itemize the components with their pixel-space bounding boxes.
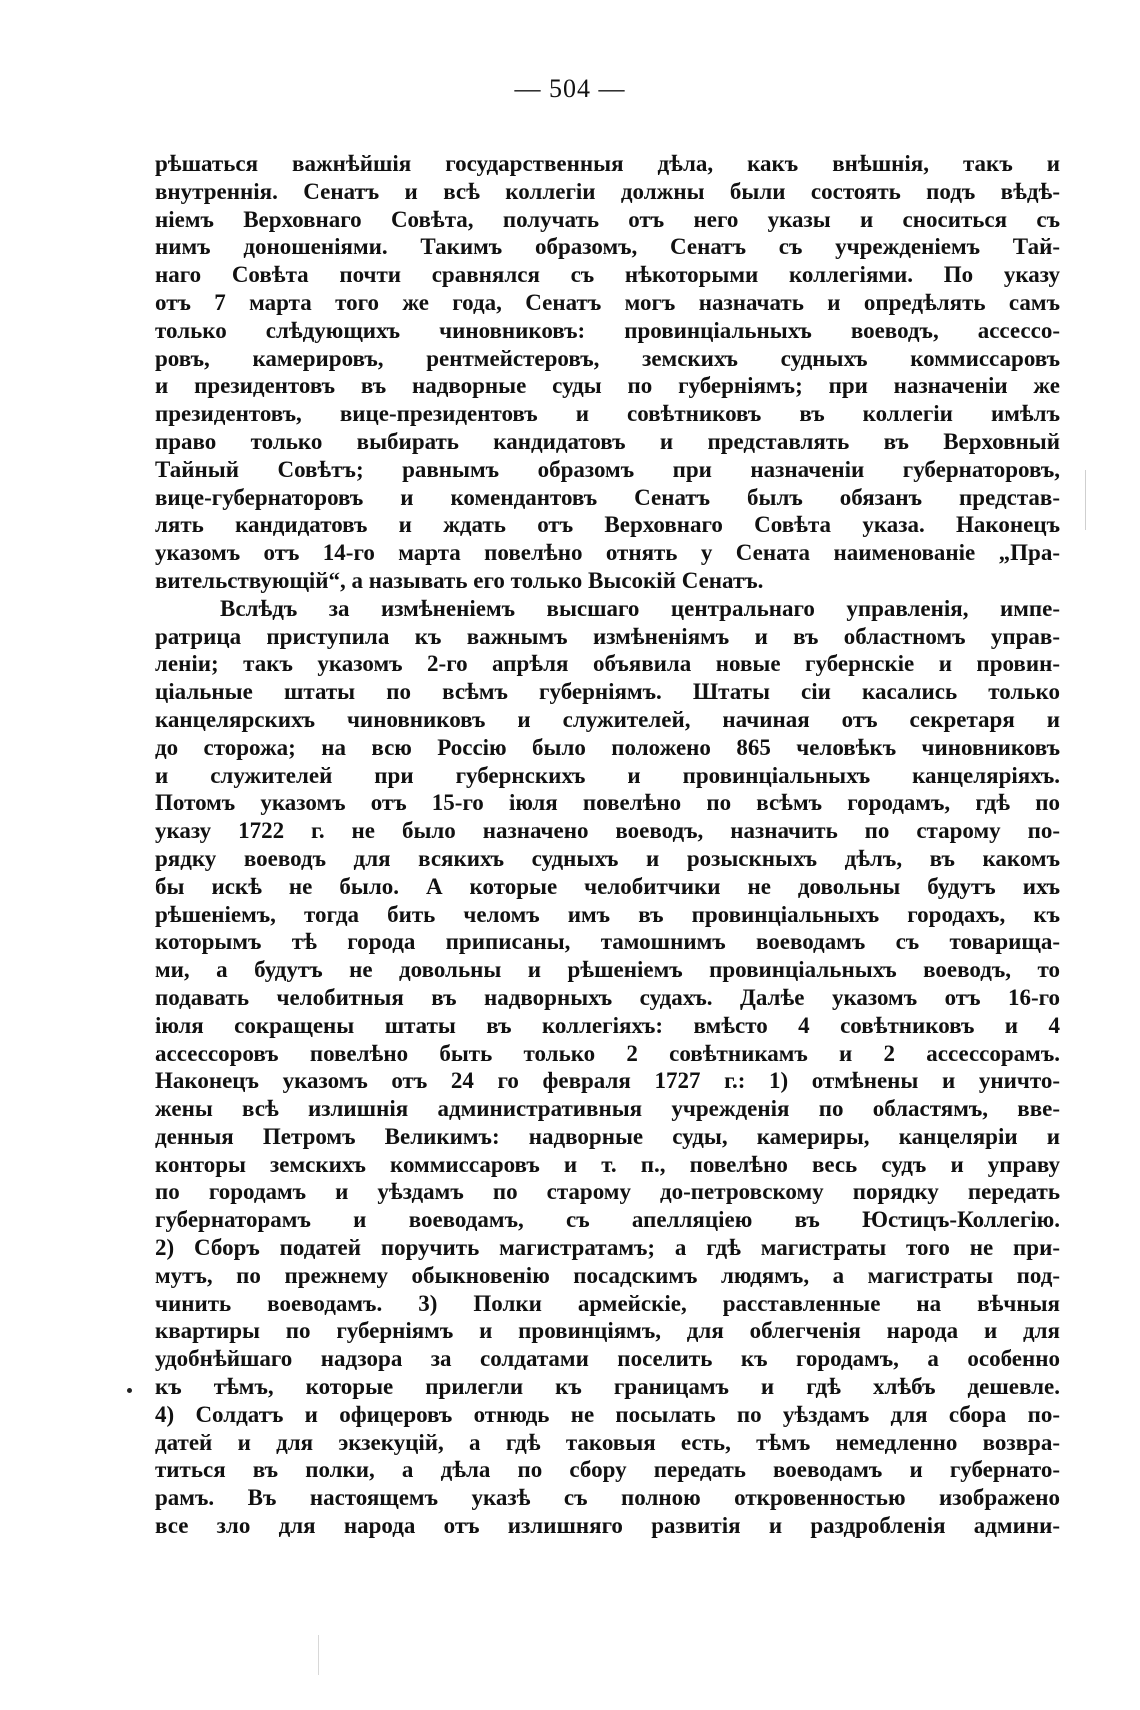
text-line: и служителей при губернскихъ и провинціальныхъ канцеляріяхъ. xyxy=(155,762,1060,788)
text-line: Тайный Совѣтъ; равнымъ образомъ при назначеніи губернаторовъ, xyxy=(155,456,1060,482)
text-line: нимъ доношеніями. Такимъ образомъ, Сенатъ съ учрежденіемъ Тай- xyxy=(155,234,1060,260)
text-line: ратрица приступила къ важнымъ измѣненіямъ и въ областномъ управ- xyxy=(155,623,1060,649)
text-line: іюля сокращены штаты въ коллегіяхъ: вмѣсто 4 совѣтниковъ и 4 xyxy=(155,1012,1060,1038)
text-line: вице-губернаторовъ и комендантовъ Сенатъ былъ обязанъ представ- xyxy=(155,484,1060,510)
text-line: до сторожа; на всю Россію было положено 865 человѣкъ чиновниковъ xyxy=(155,734,1060,760)
text-line: право только выбирать кандидатовъ и представлять въ Верховный xyxy=(155,428,1060,454)
text-line: ровъ, камерировъ, рентмейстеровъ, земскихъ судныхъ коммиссаровъ xyxy=(155,345,1060,371)
text-line: бы искѣ не было. А которые челобитчики не довольны будутъ ихъ xyxy=(155,873,1060,899)
text-line: внутреннія. Сенатъ и всѣ коллегіи должны были состоять подъ вѣдѣ- xyxy=(155,178,1060,204)
text-line: денныя Петромъ Великимъ: надворные суды, камериры, канцеляріи и xyxy=(155,1123,1060,1149)
text-line: рядку воеводъ для всякихъ судныхъ и розыскныхъ дѣлъ, въ какомъ xyxy=(155,845,1060,871)
text-line: только слѣдующихъ чиновниковъ: провинціальныхъ воеводъ, ассессо- xyxy=(155,317,1060,343)
text-line: къ тѣмъ, которые прилегли къ границамъ и гдѣ хлѣбъ дешевле. xyxy=(155,1374,1060,1400)
text-line: по городамъ и уѣздамъ по старому до-петровскому порядку передать xyxy=(155,1179,1060,1205)
text-line: и президентовъ въ надворные суды по губерніямъ; при назначеніи же xyxy=(155,373,1060,399)
text-line: подавать челобитныя въ надворныхъ судахъ. Далѣе указомъ отъ 16-го xyxy=(155,984,1060,1010)
text-line: которымъ тѣ города приписаны, тамошнимъ воеводамъ съ товарища- xyxy=(155,929,1060,955)
page-body-text xyxy=(155,150,1060,1540)
text-line: чинить воеводамъ. 3) Полки армейскіе, расставленные на вѣчныя xyxy=(155,1290,1060,1316)
text-line: ціальные штаты по всѣмъ губерніямъ. Штаты сіи касались только xyxy=(155,679,1060,705)
text-line: рѣшеніемъ, тогда бить челомъ имъ въ провинціальныхъ городахъ, къ xyxy=(155,901,1060,927)
scan-artifact xyxy=(1085,470,1086,530)
text-line: Вслѣдъ за измѣненіемъ высшаго центральнаго управленія, импе- xyxy=(220,595,1060,621)
text-line: квартиры по губерніямъ и провинціямъ, для облегченія народа и для xyxy=(155,1318,1060,1344)
text-line: мутъ, по прежнему обыкновенію посадскимъ людямъ, а магистраты под- xyxy=(155,1262,1060,1288)
text-line: Наконецъ указомъ отъ 24 го февраля 1727 г.: 1) отмѣнены и уничто- xyxy=(155,1068,1060,1094)
text-line: указомъ отъ 14-го марта повелѣно отнять у Сената наименованіе „Пра- xyxy=(155,540,1060,566)
page-number: — 504 — xyxy=(514,74,626,103)
text-line: датей и для экзекуцій, а гдѣ таковыя есть, тѣмъ немедленно возвра- xyxy=(155,1429,1060,1455)
text-line: канцелярскихъ чиновниковъ и служителей, начиная отъ секретаря и xyxy=(155,706,1060,732)
text-line: конторы земскихъ коммиссаровъ и т. п., повелѣно весь судъ и управу xyxy=(155,1151,1060,1177)
text-line: указу 1722 г. не было назначено воеводъ, назначить по старому по- xyxy=(155,818,1060,844)
text-line: вительствующій“, а называть его только Высокій Сенатъ. xyxy=(155,567,764,593)
text-line: рамъ. Въ настоящемъ указѣ съ полною откровенностью изображено xyxy=(155,1485,1060,1511)
text-line: жены всѣ излишнія административныя учрежденія по областямъ, вве- xyxy=(155,1096,1060,1122)
scan-artifact xyxy=(318,1635,319,1675)
text-line: отъ 7 марта того же года, Сенатъ могъ назначать и опредѣлять самъ xyxy=(155,289,1060,315)
text-line: рѣшаться важнѣйшія государственныя дѣла, какъ внѣшнія, такъ и xyxy=(155,151,1060,176)
text-line: лять кандидатовъ и ждать отъ Верховнаго Совѣта указа. Наконецъ xyxy=(155,512,1060,538)
text-line: наго Совѣта почти сравнялся съ нѣкоторыми коллегіями. По указу xyxy=(155,262,1060,288)
text-line: все зло для народа отъ излишняго развитія и раздробленія админи- xyxy=(155,1513,1060,1539)
ink-speck xyxy=(127,1388,132,1393)
text-line: ассессоровъ повелѣно быть только 2 совѣтникамъ и 2 ассессорамъ. xyxy=(155,1040,1060,1066)
text-line: ми, а будутъ не довольны и рѣшеніемъ провинціальныхъ воеводъ, то xyxy=(155,957,1060,983)
text-line: 4) Солдатъ и офицеровъ отнюдь не посылать по уѣздамъ для сбора по- xyxy=(155,1401,1060,1427)
text-line: губернаторамъ и воеводамъ, съ апелляціею въ Юстицъ-Коллегію. xyxy=(155,1207,1060,1233)
text-line: удобнѣйшаго надзора за солдатами поселить къ городамъ, а особенно xyxy=(155,1346,1060,1372)
text-line: президентовъ, вице-президентовъ и совѣтниковъ въ коллегіи имѣлъ xyxy=(155,401,1060,427)
text-line: леніи; такъ указомъ 2-го апрѣля объявила новые губернскіе и провин- xyxy=(155,651,1060,677)
text-line: ніемъ Верховнаго Совѣта, получать отъ него указы и сноситься съ xyxy=(155,206,1060,232)
text-line: 2) Сборъ податей поручить магистратамъ; а гдѣ магистраты того не при- xyxy=(155,1235,1060,1261)
text-line: Потомъ указомъ отъ 15-го іюля повелѣно по всѣмъ городамъ, гдѣ по xyxy=(155,790,1060,816)
text-line: титься въ полки, а дѣла по сбору передать воеводамъ и губернато- xyxy=(155,1457,1060,1483)
